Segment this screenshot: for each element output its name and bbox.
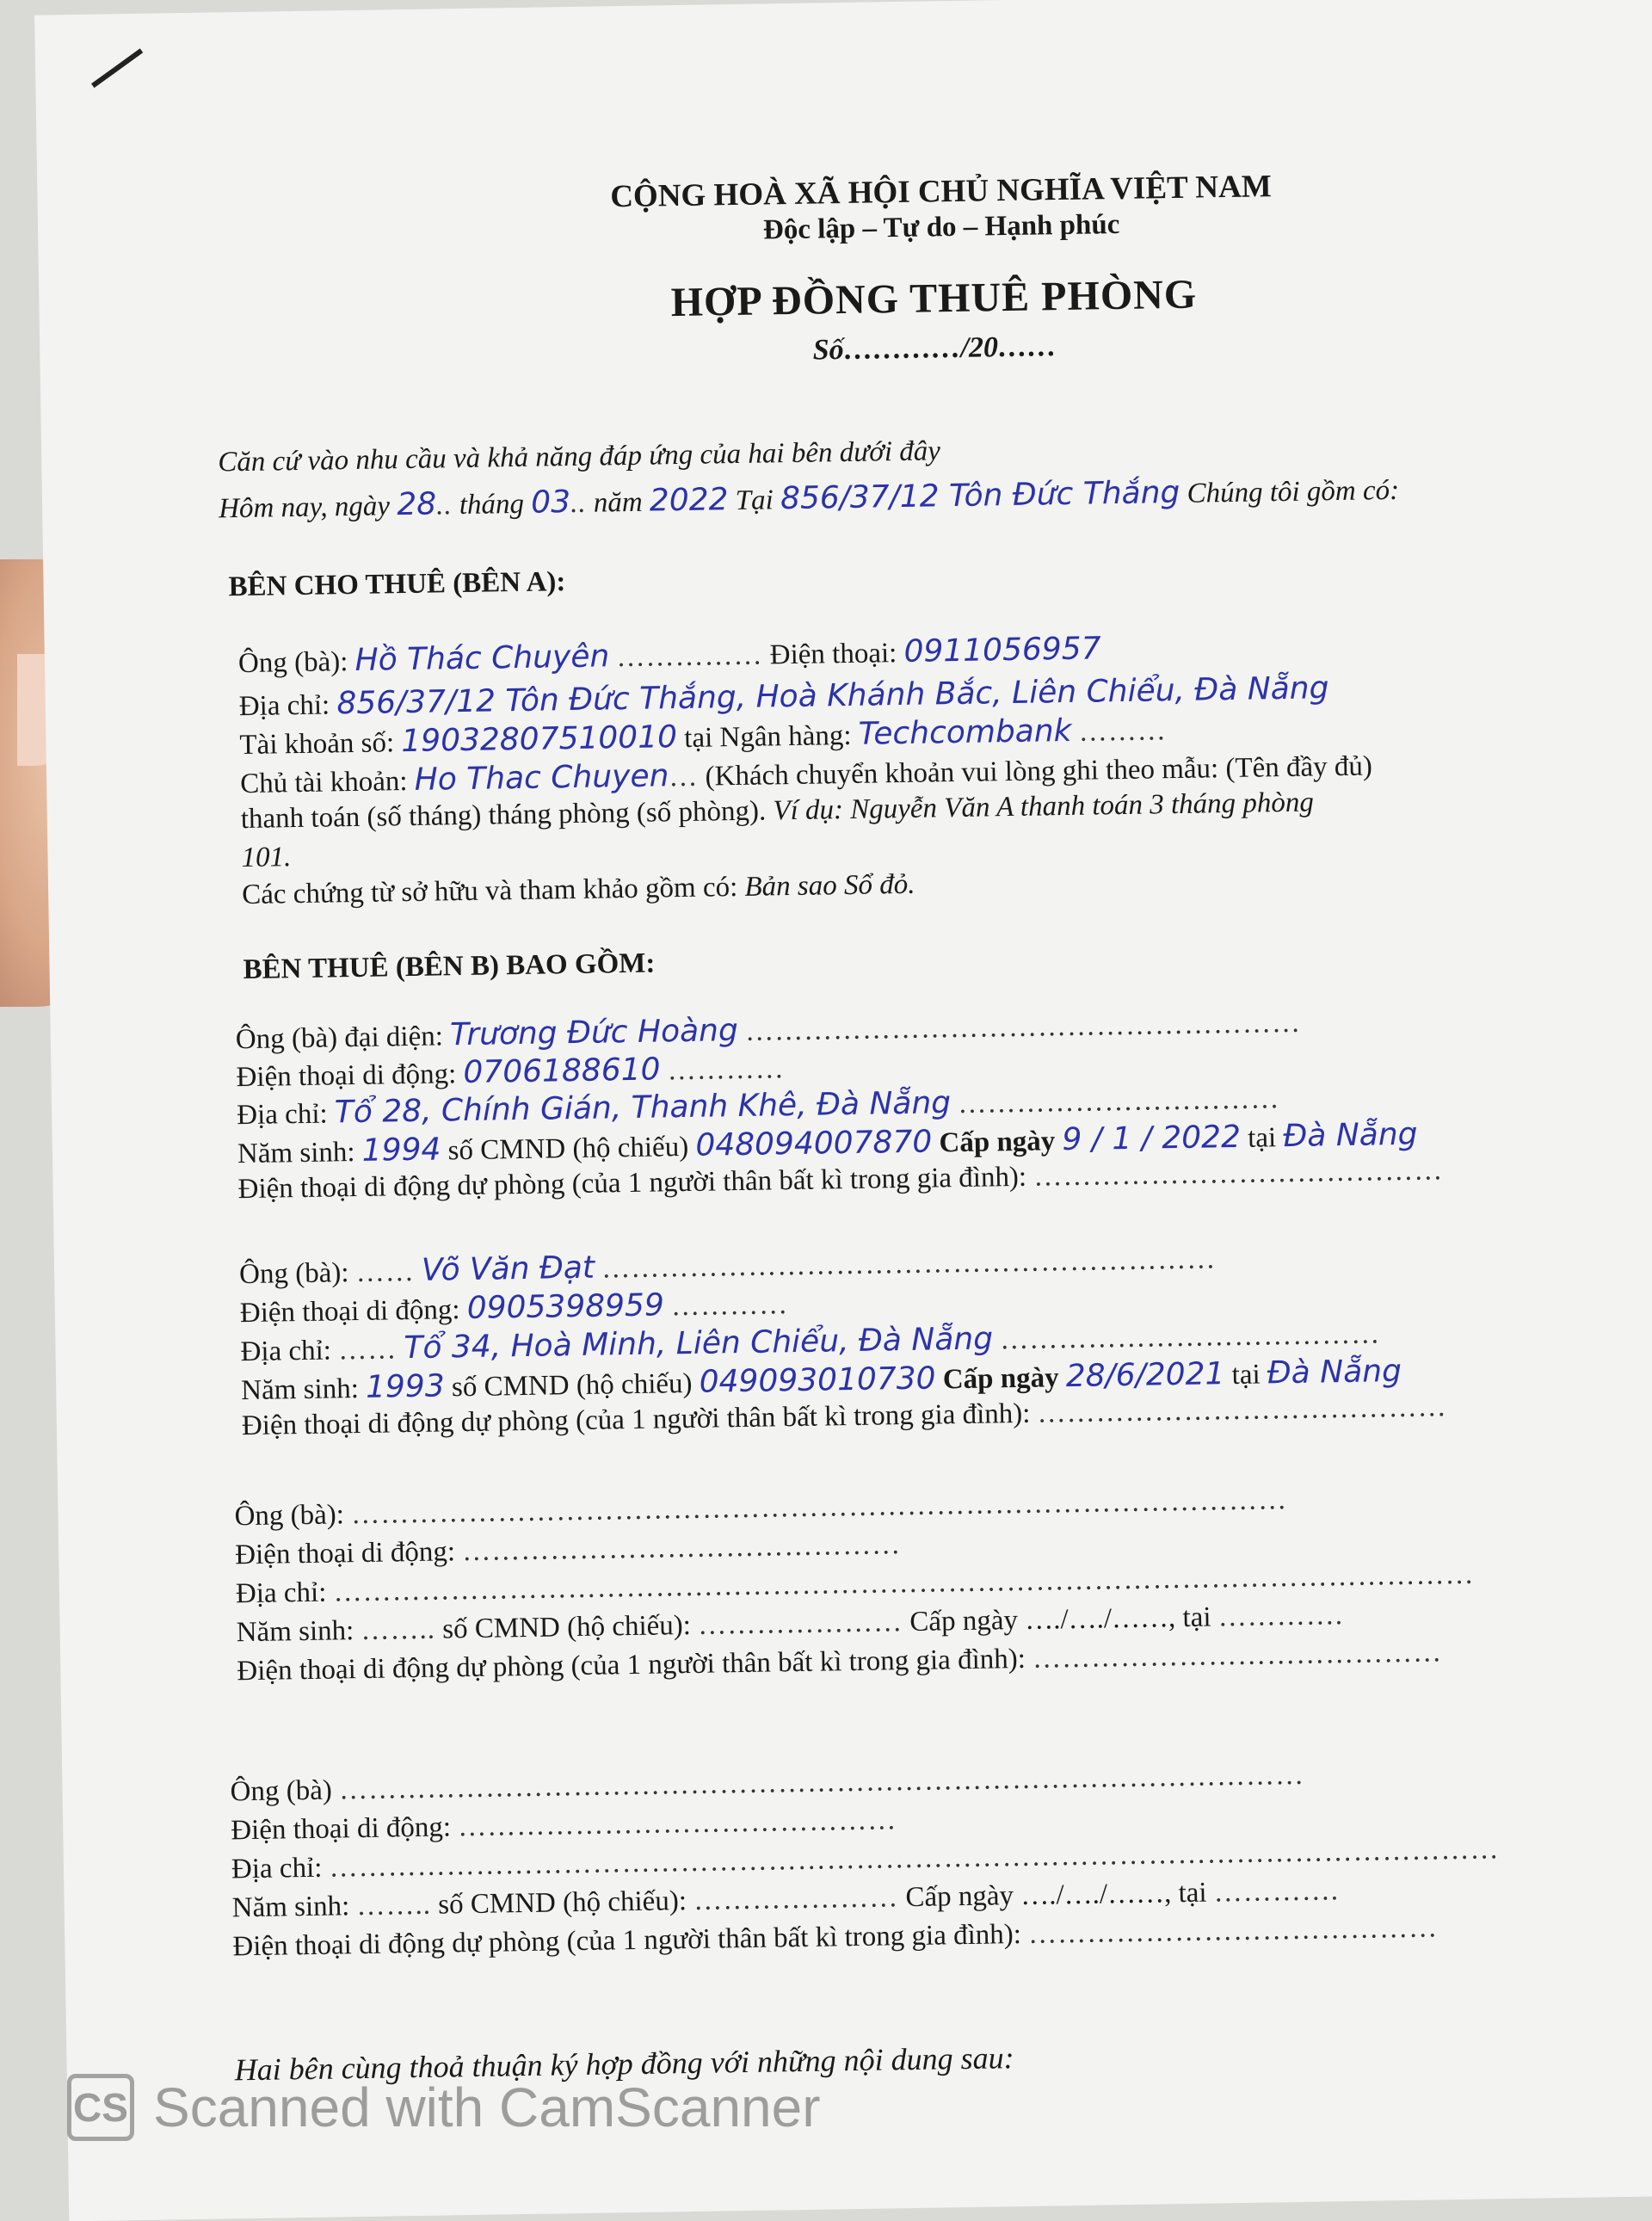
b2-issue-place-label: tại xyxy=(1231,1359,1261,1391)
pen-mark xyxy=(91,48,143,88)
b1-phone: 0706188610 xyxy=(463,1052,661,1091)
b1-phone-label: Điện thoại di động: xyxy=(236,1058,457,1094)
b2-birth: 1993 xyxy=(365,1368,445,1405)
b3-issue-blank: …./…./……, xyxy=(1024,1602,1176,1636)
transfer-example-line2: 101. xyxy=(241,842,292,874)
date-line: Hôm nay, ngày 28.. tháng 03.. năm 2022 Tại 856/37/12 Tôn Đức Thắng Chúng tôi gồm có: xyxy=(218,474,1400,525)
party-a-bank: Techcombank xyxy=(858,713,1072,752)
b3-name-line: Ông (bà): …………………………………………………………………………………… xyxy=(234,1484,1288,1533)
b2-backup-label: Điện thoại di động dự phòng (của 1 người thân bất kì trong gia đình): xyxy=(241,1397,1031,1442)
transfer-note-2: thanh toán (số tháng) tháng phòng (số phòng). xyxy=(240,795,767,836)
party-a-name: Hồ Thác Chuyên xyxy=(354,639,610,678)
b2-phone-label: Điện thoại di động: xyxy=(239,1294,460,1330)
today-label: Hôm nay, ngày xyxy=(218,490,391,525)
docs-value: Bản sao Sổ đỏ. xyxy=(744,868,915,903)
basis-line xyxy=(218,435,940,478)
ownership-docs-line xyxy=(242,869,915,911)
b3-address-line: Địa chỉ: ……………………………………………………………………………………………………… xyxy=(235,1558,1475,1610)
phone-label: Điện thoại: xyxy=(769,638,897,671)
b4-phone-label: Điện thoại di động: xyxy=(231,1811,452,1847)
nation-heading: CỘNG HOÀ XÃ HỘI CHỦ NGHĨA VIỆT NAM xyxy=(609,169,1273,215)
b1-issue-place-label: tại xyxy=(1247,1122,1277,1154)
consists-text: Chúng tôi gồm có: xyxy=(1187,474,1400,509)
party-a-address: 856/37/12 Tôn Đức Thắng, Hoà Khánh Bắc, Liên Chiểu, Đà Nẵng xyxy=(336,670,1329,722)
b2-issue: 28/6/2021 xyxy=(1065,1356,1225,1395)
b2-issue-label: Cấp ngày xyxy=(942,1362,1059,1396)
contract-page xyxy=(34,0,1652,2221)
b3-backup-line: Điện thoại di động dự phòng (của 1 người thân bất kì trong gia đình): …………………………………… xyxy=(237,1637,1443,1687)
day-value: 28 xyxy=(396,486,437,523)
b1-issue: 9 / 1 / 2022 xyxy=(1062,1119,1242,1158)
transfer-example: Ví dụ: Nguyễn Văn A thanh toán 3 tháng phòng xyxy=(773,787,1315,827)
b2-phone: 0905398959 xyxy=(466,1287,665,1327)
b1-name-label: Ông (bà) đại diện: xyxy=(235,1021,444,1056)
b1-address-line: Địa chỉ: Tổ 28, Chính Gián, Thanh Khê, Đà Nẵng …………………………… xyxy=(236,1083,1280,1132)
b2-address-label: Địa chỉ: xyxy=(240,1335,332,1368)
camscanner-watermark xyxy=(67,2074,821,2141)
b4-issue-label: Cấp ngày xyxy=(905,1880,1014,1914)
address-label: Địa chỉ: xyxy=(238,689,330,723)
contract-title: HỢP ĐỒNG THUÊ PHÒNG xyxy=(670,271,1198,326)
party-b-heading: BÊN THUÊ (BÊN B) BAO GỒM: xyxy=(243,947,656,986)
camscanner-logo-icon: CS xyxy=(67,2074,134,2141)
docs-label: Các chứng từ sở hữu và tham khảo gồm có: xyxy=(241,872,738,911)
b1-address-label: Địa chỉ: xyxy=(236,1098,328,1132)
b2-address-line: Địa chỉ: …… Tổ 34, Hoà Minh, Liên Chiểu, Đà Nẵng ………………………………… xyxy=(240,1318,1381,1368)
b2-birth-label: Năm sinh: xyxy=(240,1373,360,1407)
b1-birth-label: Năm sinh: xyxy=(237,1137,355,1170)
b1-id: 048094007870 xyxy=(695,1124,933,1163)
b3-phone-label: Điện thoại di động: xyxy=(234,1536,456,1571)
b4-issue-place-label: tại xyxy=(1178,1877,1207,1909)
account-label: Tài khoản số: xyxy=(239,727,395,762)
b4-backup-line: Điện thoại di động dự phòng (của 1 người thân bất kì trong gia đình): …………………………………… xyxy=(232,1912,1439,1963)
contract-number: Số…………/20…… xyxy=(812,330,1057,367)
b4-issue-blank: …./…./……, xyxy=(1020,1878,1172,1911)
year-value: 2022 xyxy=(649,482,729,519)
b4-address-label: Địa chỉ: xyxy=(231,1852,323,1885)
b4-id-line: Năm sinh: …….. số CMND (hộ chiếu): ………………… Cấp ngày …./…./……, tại …………. xyxy=(231,1875,1340,1924)
name-label: Ông (bà): xyxy=(237,646,348,680)
b1-birth: 1994 xyxy=(361,1132,441,1169)
b4-backup-label: Điện thoại di động dự phòng (của 1 người thân bất kì trong gia đình): xyxy=(232,1918,1022,1963)
party-a-account-line: Tài khoản số: 19032807510010 tại Ngân hàng: Techcombank ……… xyxy=(239,713,1168,762)
b4-address-line: Địa chỉ: ………………………………………………………………………………………………………… xyxy=(231,1834,1500,1885)
b3-id-line: Năm sinh: …….. số CMND (hộ chiếu): ………………… Cấp ngày …./…./……, tại …………. xyxy=(236,1600,1344,1649)
b3-birth-label: Năm sinh: xyxy=(236,1615,354,1649)
at-label: Tại xyxy=(735,484,774,516)
b2-id: 049093010730 xyxy=(699,1360,936,1400)
b1-name: Trương Đức Hoàng xyxy=(449,1013,739,1053)
b2-backup-line: Điện thoại di động dự phòng (của 1 người thân bất kì trong gia đình): …………………………………… xyxy=(241,1391,1447,1442)
b2-name: Võ Văn Đạt xyxy=(421,1249,595,1288)
party-a-heading: BÊN CHO THUÊ (BÊN A): xyxy=(228,566,566,603)
b1-backup-label: Điện thoại di động dự phòng (của 1 người thân bất kì trong gia đình): xyxy=(237,1161,1027,1206)
b4-birth-label: Năm sinh: xyxy=(231,1891,350,1924)
party-a-name-line: Ông (bà): Hồ Thác Chuyên …………… Điện thoại: 0911056957 xyxy=(237,631,1101,680)
b4-name-line: Ông (bà) ……………………………………………………………………………………… xyxy=(230,1759,1305,1808)
b1-issue-label: Cấp ngày xyxy=(939,1126,1056,1159)
b2-phone-line: Điện thoại di động: 0905398959 ………… xyxy=(239,1287,789,1330)
b3-issue-label: Cấp ngày xyxy=(909,1604,1019,1638)
b3-address-label: Địa chỉ: xyxy=(235,1576,327,1610)
b2-name-label: Ông (bà): xyxy=(238,1257,349,1291)
b1-issue-place: Đà Nẵng xyxy=(1283,1116,1418,1155)
month-label: tháng xyxy=(459,488,525,521)
b2-name-line: Ông (bà): …… Võ Văn Đạt ……………………………………………………… xyxy=(238,1243,1217,1291)
b1-name-line: Ông (bà) đại diện: Trương Đức Hoàng ………………………………………………… xyxy=(235,1007,1302,1056)
month-value: 03 xyxy=(530,484,571,521)
party-a-phone: 0911056957 xyxy=(903,631,1101,669)
b2-id-label: số CMND (hộ chiếu) xyxy=(451,1367,693,1404)
bank-label: tại Ngân hàng: xyxy=(683,719,852,754)
b4-id-label: số CMND (hộ chiếu): xyxy=(437,1885,687,1921)
b4-name-label: Ông (bà) xyxy=(230,1774,333,1808)
b3-name-label: Ông (bà): xyxy=(234,1499,345,1533)
owner-label: Chủ tài khoản: xyxy=(239,766,408,800)
b2-issue-place: Đà Nẵng xyxy=(1267,1353,1402,1391)
party-a-account: 19032807510010 xyxy=(401,719,678,760)
party-a-owner-line: Chủ tài khoản: Ho Thac Chuyen… (Khách chuyển khoản vui lòng ghi theo mẫu: (Tên đầy đủ) xyxy=(239,750,1373,800)
transfer-note: (Khách chuyển khoản vui lòng ghi theo mẫu: (Tên đầy đủ) xyxy=(705,750,1373,793)
year-label: năm xyxy=(593,486,643,519)
b1-id-label: số CMND (hộ chiếu) xyxy=(447,1131,689,1167)
b4-phone-line: Điện thoại di động: ……………………………………… xyxy=(231,1805,897,1847)
b3-backup-label: Điện thoại di động dự phòng (của 1 người thân bất kì trong gia đình): xyxy=(237,1643,1026,1687)
camscanner-text: Scanned with CamScanner xyxy=(153,2076,821,2138)
b1-phone-line: Điện thoại di động: 0706188610 ………… xyxy=(236,1052,786,1094)
b1-backup-line: Điện thoại di động dự phòng (của 1 người thân bất kì trong gia đình): …………………………………… xyxy=(237,1155,1444,1206)
basis-text: Căn cứ vào nhu cầu và khả năng đáp ứng của hai bên dưới đây xyxy=(218,435,941,478)
closing-line: Hai bên cùng thoả thuận ký hợp đồng với những nội dung sau: xyxy=(234,2040,1014,2088)
b3-phone-line: Điện thoại di động: ……………………………………… xyxy=(234,1529,902,1571)
place-value: 856/37/12 Tôn Đức Thắng xyxy=(780,474,1180,517)
party-a-owner: Ho Thac Chuyen xyxy=(414,758,669,798)
b1-address: Tổ 28, Chính Gián, Thanh Khê, Đà Nẵng xyxy=(334,1085,952,1131)
b3-issue-place-label: tại xyxy=(1182,1601,1211,1633)
b2-address: Tổ 34, Hoà Minh, Liên Chiểu, Đà Nẵng xyxy=(404,1321,994,1367)
motto: Độc lập – Tự do – Hạnh phúc xyxy=(762,208,1120,246)
b3-id-label: số CMND (hộ chiếu): xyxy=(441,1609,692,1645)
